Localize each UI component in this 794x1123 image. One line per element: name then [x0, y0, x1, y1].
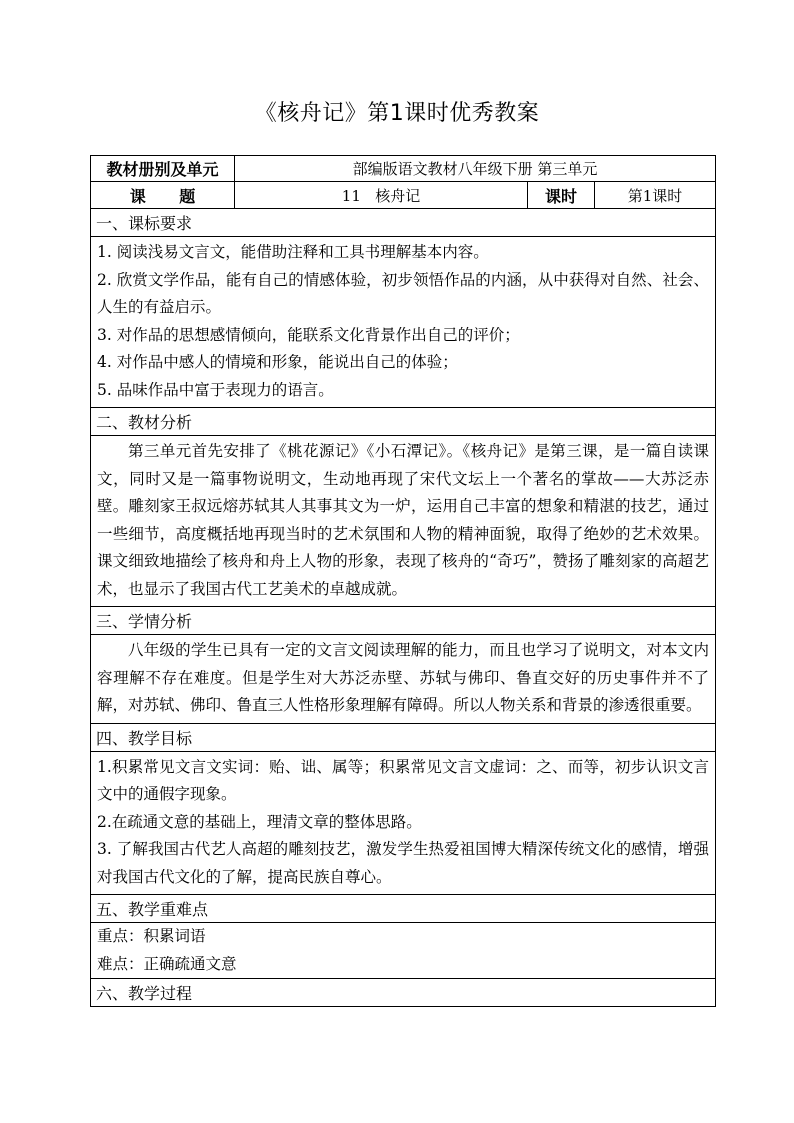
document-title: 《核舟记》第1课时优秀教案 — [254, 101, 540, 126]
period-value: 第1课时 — [594, 182, 715, 208]
section-body-row — [90, 237, 716, 408]
section-heading: 一、课标要求 — [96, 214, 193, 233]
objective-item: 1.积累常见文言文实词：贻、诎、属等；积累常见文言文虚词：之、而等，初步认识文言文中的通假字现象。 — [97, 757, 709, 803]
topic-label: 课 题 — [129, 186, 196, 206]
textbook-analysis — [91, 436, 715, 606]
lesson-plan-table — [90, 155, 716, 1007]
objective-item: 3. 了解我国古代艺人高超的雕刻技艺，激发学生热爱祖国博大精深传统文化的感情，增强对我国古代文化的了解，提高民族自尊心。 — [97, 840, 709, 886]
section-body-row — [90, 923, 716, 979]
textbook-value: 部编版语文教材八年级下册 第三单元 — [234, 156, 715, 181]
section-heading: 二、教材分析 — [96, 413, 193, 432]
section-heading-row — [90, 724, 716, 752]
requirement-item: 3. 对作品的思想感情倾向，能联系文化背景作出自己的评价； — [97, 325, 520, 344]
textbook-analysis-text: 第三单元首先安排了《桃花源记》《小石潭记》。《核舟记》是第三课，是一篇自读课文，同时又是一篇事物说明文，生动地再现了宋代文坛上一个著名的掌故——大苏泛赤壁。雕刻家王叔远熔苏轼其人其事其文为一炉，运用自己丰富的想象和精湛的技艺，通过一些细节，高度概括地再现当时的艺术氛围和人物的精神面貌，取得了绝妙的艺术效果。课文细致地描绘了核舟和舟上人物的形象，表现了核舟的“奇巧”，赞扬了雕刻家的高超艺术，也显示了我国古代工艺美术的卓越成就。 — [97, 442, 709, 598]
key-point-item: 重点：积累词语 — [97, 927, 206, 945]
period-label: 课时 — [527, 182, 594, 208]
section-body-row — [90, 752, 716, 896]
curriculum-requirements — [91, 237, 715, 407]
topic-row — [90, 182, 716, 209]
student-analysis — [91, 635, 715, 723]
requirement-item: 5. 品味作品中富于表现力的语言。 — [97, 380, 334, 399]
teaching-objectives — [91, 752, 715, 895]
section-heading: 四、教学目标 — [96, 728, 193, 748]
section-body-row — [90, 635, 716, 724]
section-heading-row — [90, 895, 716, 923]
section-heading-row — [90, 408, 716, 436]
section-heading: 五、教学重难点 — [96, 900, 209, 919]
student-analysis-text: 八年级的学生已具有一定的文言文阅读理解的能力，而且也学习了说明文，对本文内容理解不存在难度。但是学生对大苏泛赤壁、苏轼与佛印、鲁直交好的历史事件并不了解，对苏轼、佛印、鲁直三人性格形象理解有障碍。所以人物关系和背景的渗透很重要。 — [97, 641, 709, 714]
difficulty-item: 难点：正确疏通文意 — [97, 954, 237, 973]
requirement-item: 1. 阅读浅易文言文，能借助注释和工具书理解基本内容。 — [97, 243, 489, 261]
section-heading-row — [90, 607, 716, 635]
topic-value: 11 核舟记 — [234, 182, 527, 208]
section-heading: 六、教学过程 — [96, 984, 193, 1003]
objective-item: 2.在疏通文意的基础上，理清文章的整体思路。 — [97, 812, 422, 831]
section-heading-row — [90, 209, 716, 237]
requirement-item: 4. 对作品中感人的情境和形象，能说出自己的体验； — [97, 353, 458, 371]
requirement-item: 2. 欣赏文学作品，能有自己的情感体验，初步领悟作品的内涵，从中获得对自然、社会、人生的有益启示。 — [97, 270, 709, 316]
textbook-row — [90, 155, 716, 182]
textbook-label: 教材册别及单元 — [106, 160, 219, 179]
section-heading: 三、学情分析 — [96, 612, 193, 631]
section-body-row — [90, 436, 716, 607]
key-points — [91, 923, 715, 978]
section-heading-row — [90, 979, 716, 1007]
